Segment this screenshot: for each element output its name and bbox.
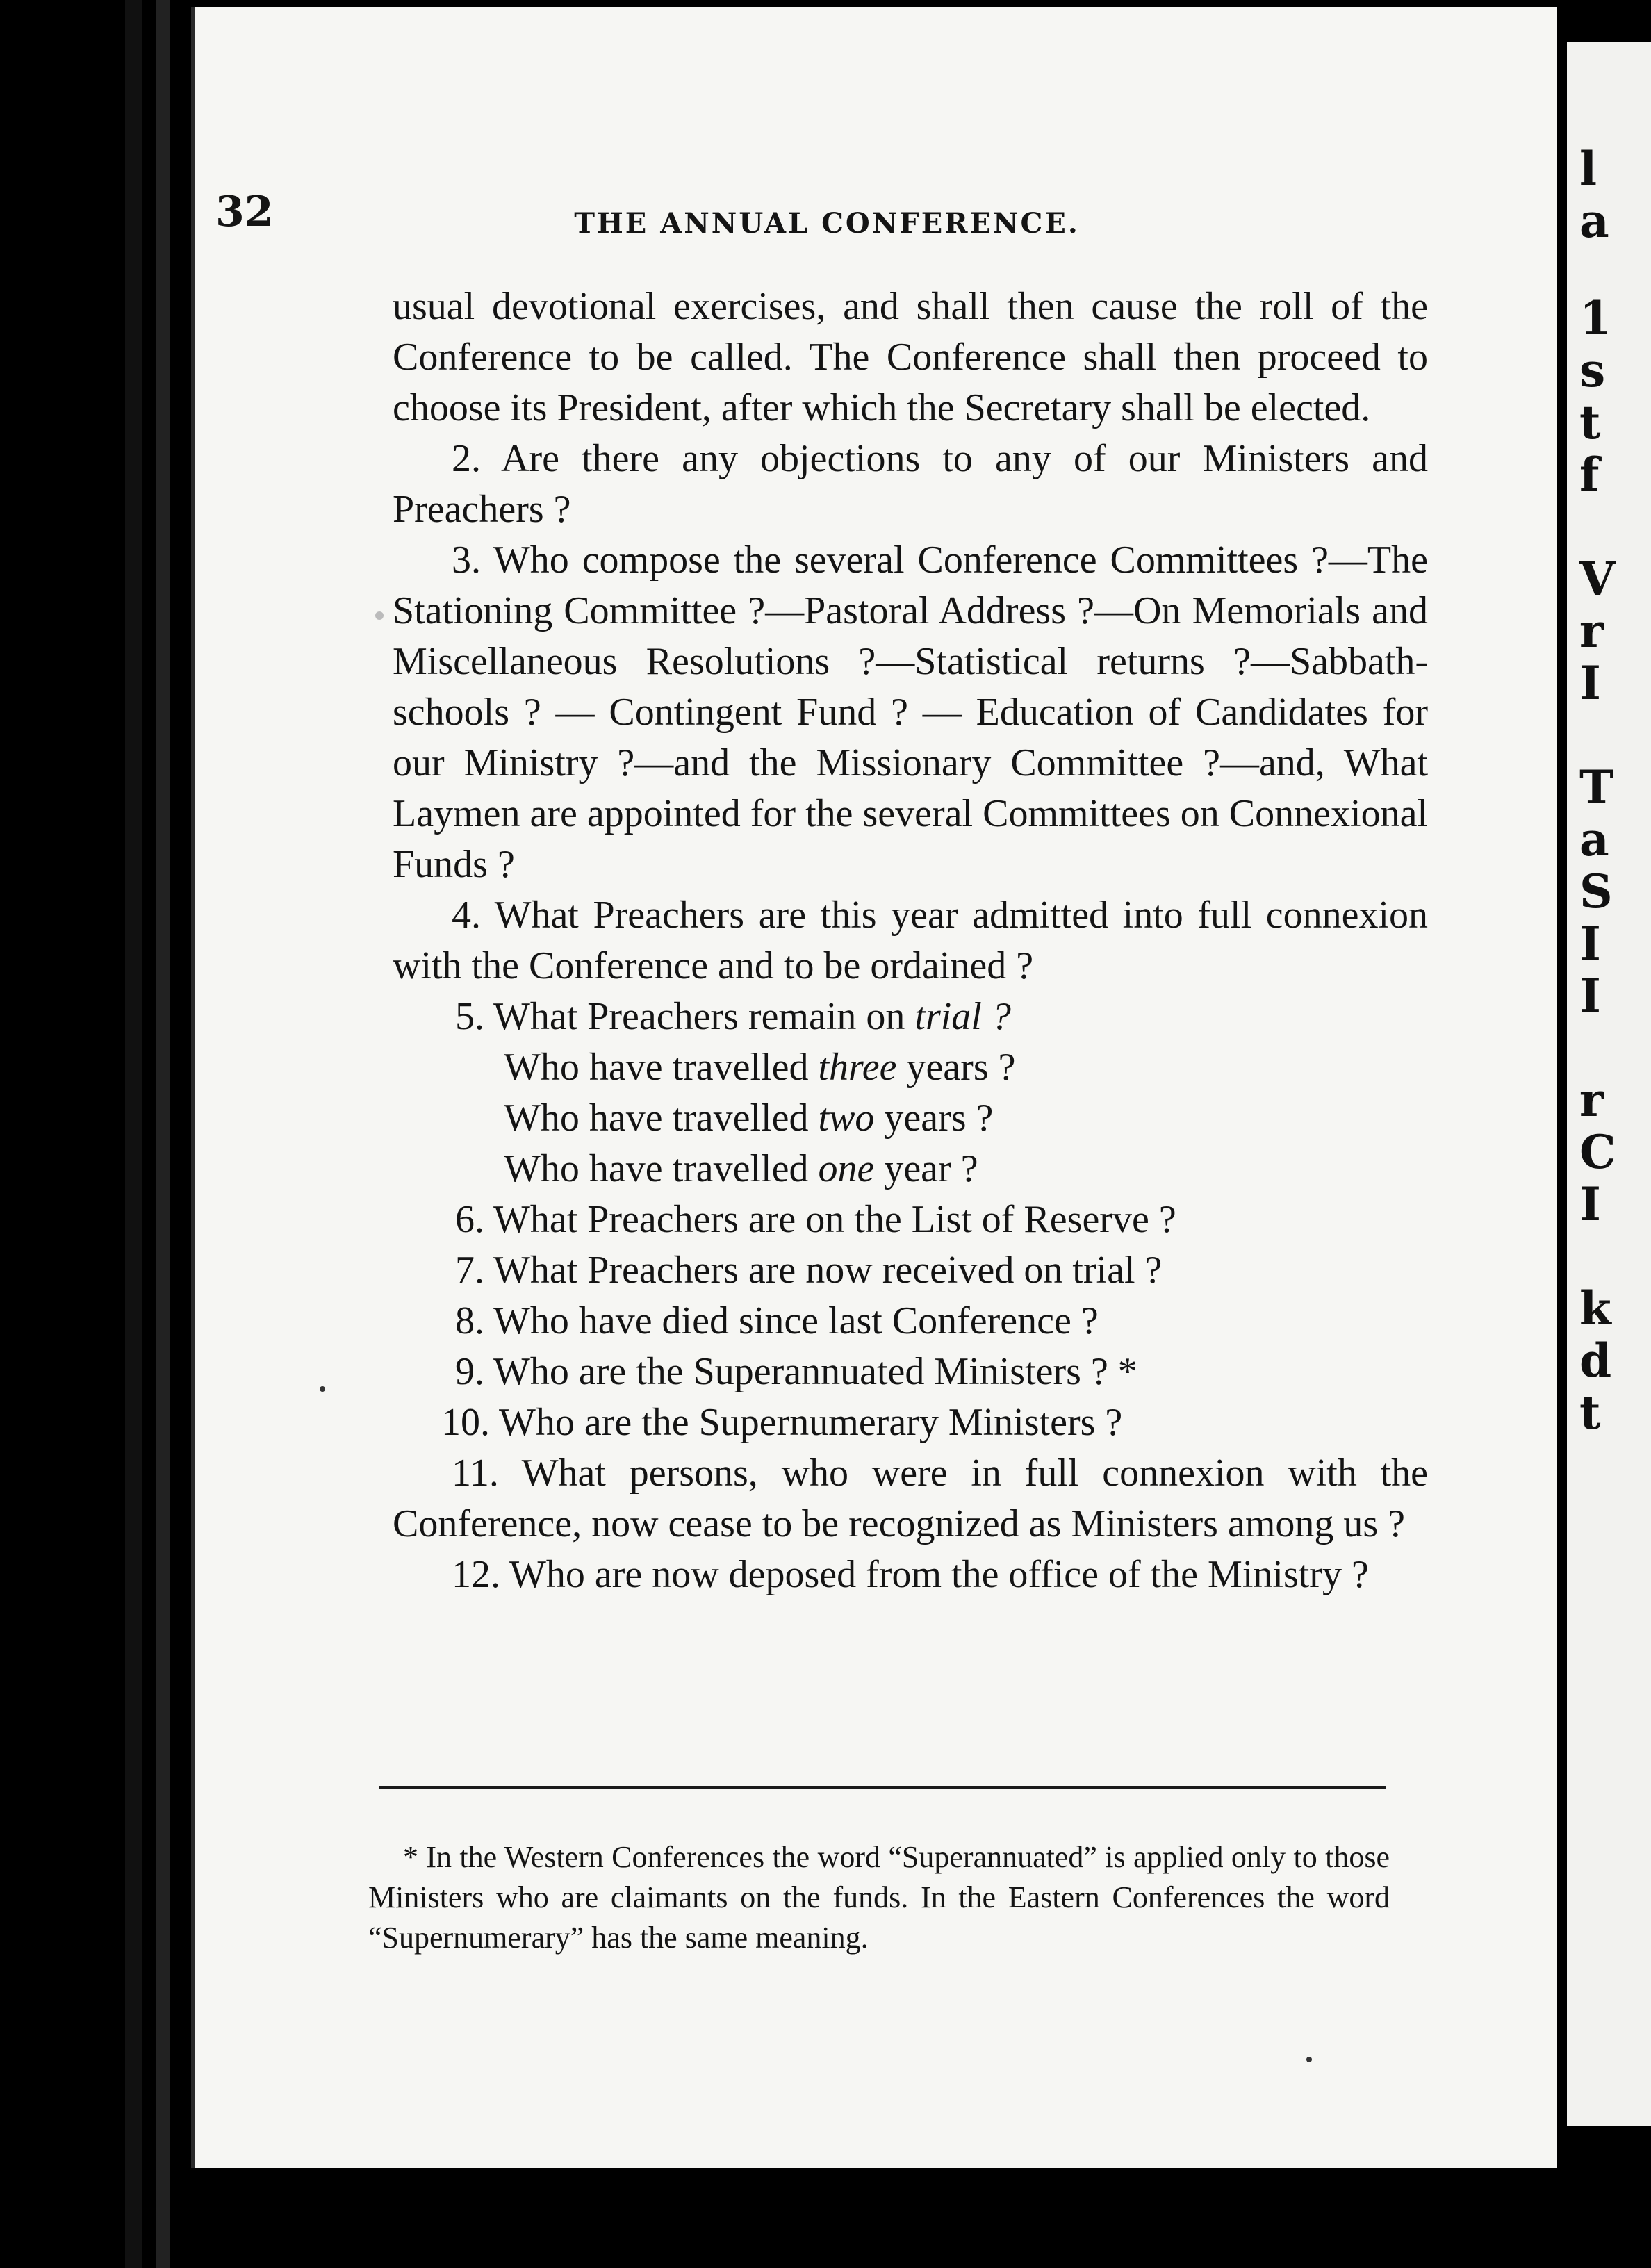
adjacent-page-letter: a xyxy=(1579,812,1609,866)
book-spine-edge xyxy=(156,0,170,2268)
adjacent-page-letter: f xyxy=(1579,447,1600,502)
adjacent-page-letter: a xyxy=(1579,194,1609,248)
adjacent-page-letter: k xyxy=(1579,1281,1611,1336)
footnote: * In the Western Conferences the word “Superannuated” is applied only to those Ministers who are claimants on the funds. In the Eastern Conferences the word “Supernumerary” has the same meaning. xyxy=(368,1840,1390,1955)
print-speck xyxy=(320,1386,325,1392)
question-8: 8. Who have died since last Conference ? xyxy=(455,1299,1099,1342)
question-2: 2. Are there any objections to any of our Ministers and Preachers ? xyxy=(393,437,1428,531)
sub-text: Who have travelled xyxy=(504,1147,819,1190)
print-speck xyxy=(375,611,384,620)
sub-text: year ? xyxy=(874,1147,978,1190)
question-5 xyxy=(393,992,1428,1042)
sub-text: Who have travelled xyxy=(504,1046,819,1089)
adjacent-page-letter: I xyxy=(1579,656,1601,710)
question-3: 3. Who compose the several Conference Committees ?—The Stationing Committee ?—Pastoral Address ?—On Memorials and Miscellaneous Resolutions ?—Statistical returns ?—Sabbath-schools ? — Contingent Fund ? — Education of Candidates for our Ministry ?—and the Missionary Committee ?—and, What Laymen are appointed for the several Committees on Connexional Funds ? xyxy=(393,539,1428,886)
adjacent-page-letter: T xyxy=(1579,760,1614,814)
sub-emphasis: three xyxy=(818,1046,897,1089)
question-4: 4. What Preachers are this year admitted into full connexion with the Conference and to be ordained ? xyxy=(393,894,1428,987)
sub-emphasis: one xyxy=(818,1147,875,1190)
sub-text: years ? xyxy=(874,1096,994,1140)
question-5-sub-one xyxy=(393,1144,1428,1194)
sub-emphasis: two xyxy=(818,1096,875,1140)
adjacent-page-letter: t xyxy=(1579,395,1601,450)
question-5-text: 5. What Preachers remain on xyxy=(455,995,915,1038)
footnote-divider xyxy=(379,1786,1386,1789)
adjacent-page-letter: 1 xyxy=(1579,291,1611,345)
question-7: 7. What Preachers are now received on trial ? xyxy=(455,1249,1163,1292)
running-head: THE ANNUAL CONFERENCE. xyxy=(574,207,1080,240)
adjacent-page-letter: V xyxy=(1579,552,1616,606)
adjacent-page-letter: I xyxy=(1579,969,1601,1023)
adjacent-page-letter: C xyxy=(1579,1125,1616,1179)
paragraph-intro: usual devotional exercises, and shall then cause the roll of the Conference to be called. The Conference shall then proceed to choose its President, after which the Secretary shall be elected. xyxy=(393,285,1428,429)
adjacent-page-letter: r xyxy=(1579,604,1604,658)
adjacent-page-letter: I xyxy=(1579,917,1601,971)
adjacent-page-letter: s xyxy=(1579,343,1606,397)
adjacent-page-letter: I xyxy=(1579,1177,1601,1231)
sub-text: years ? xyxy=(896,1046,1016,1089)
adjacent-page-letter: r xyxy=(1579,1073,1604,1127)
question-10: 10. Who are the Supernumerary Ministers ? xyxy=(441,1401,1123,1444)
page-header xyxy=(215,188,1438,257)
question-12: 12. Who are now deposed from the office of the Ministry ? xyxy=(452,1553,1369,1596)
sub-text: Who have travelled xyxy=(504,1096,819,1140)
page-body-text xyxy=(393,281,1428,1600)
question-9: 9. Who are the Superannuated Ministers ? * xyxy=(455,1350,1137,1393)
adjacent-page-letter: t xyxy=(1579,1386,1601,1440)
question-5-sub-three xyxy=(393,1042,1428,1093)
adjacent-page-letter: d xyxy=(1579,1333,1612,1388)
question-5-emphasis: trial ? xyxy=(914,995,1011,1038)
question-5-sub-two xyxy=(393,1093,1428,1144)
print-speck xyxy=(1306,2057,1312,2062)
adjacent-page-letter: l xyxy=(1579,142,1597,196)
question-11: 11. What persons, who were in full connexion with the Conference, now cease to be recognized as Ministers among us ? xyxy=(393,1452,1428,1545)
page-number: 32 xyxy=(215,188,274,236)
adjacent-page-letter: S xyxy=(1579,864,1613,919)
book-spine-edge xyxy=(125,0,142,2268)
adjacent-page-fragment xyxy=(1567,42,1651,2126)
question-6: 6. What Preachers are on the List of Reserve ? xyxy=(455,1198,1176,1241)
